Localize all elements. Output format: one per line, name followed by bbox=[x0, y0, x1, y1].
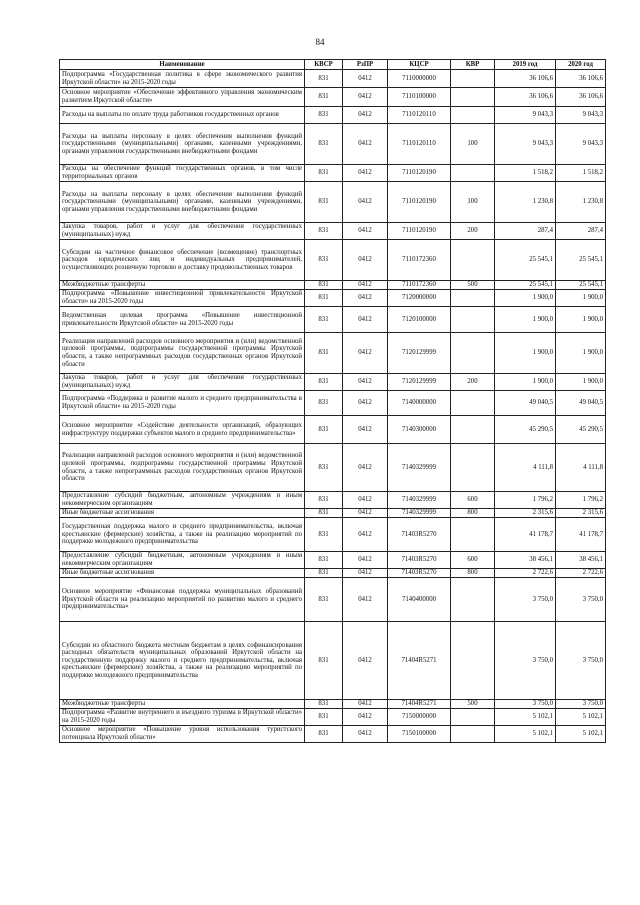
cell-rzpr: 0412 bbox=[343, 444, 388, 492]
cell-name: Ведомственная целевая программа «Повышение инвестиционной привлекательности Иркутской области» на 2015-2020 годы bbox=[60, 307, 305, 333]
table-header-row bbox=[60, 60, 606, 70]
cell-kvsr: 831 bbox=[305, 307, 343, 333]
cell-kvsr: 831 bbox=[305, 726, 343, 743]
table-row bbox=[60, 182, 606, 223]
cell-2020: 1 518,2 bbox=[556, 165, 606, 182]
table-row bbox=[60, 70, 606, 88]
cell-kvr bbox=[451, 518, 495, 552]
cell-rzpr: 0412 bbox=[343, 509, 388, 518]
cell-rzpr: 0412 bbox=[343, 578, 388, 622]
cell-rzpr: 0412 bbox=[343, 333, 388, 374]
cell-rzpr: 0412 bbox=[343, 518, 388, 552]
cell-2020: 38 456,1 bbox=[556, 552, 606, 569]
cell-name: Иные бюджетные ассигнования bbox=[60, 509, 305, 518]
cell-rzpr: 0412 bbox=[343, 374, 388, 391]
table-row bbox=[60, 124, 606, 165]
cell-rzpr: 0412 bbox=[343, 124, 388, 165]
cell-name: Закупка товаров, работ и услуг для обеспечения государственных (муниципальных) нужд bbox=[60, 374, 305, 391]
cell-2020: 3 750,0 bbox=[556, 578, 606, 622]
table-row bbox=[60, 88, 606, 107]
cell-kvsr: 831 bbox=[305, 240, 343, 281]
cell-2020: 1 900,0 bbox=[556, 374, 606, 391]
cell-kvr bbox=[451, 307, 495, 333]
cell-kvsr: 831 bbox=[305, 223, 343, 240]
cell-kvr bbox=[451, 391, 495, 416]
cell-2019: 38 456,1 bbox=[495, 552, 556, 569]
cell-2020: 1 230,8 bbox=[556, 182, 606, 223]
cell-2019: 1 796,2 bbox=[495, 492, 556, 509]
cell-kvr: 800 bbox=[451, 569, 495, 578]
cell-2019: 5 102,1 bbox=[495, 726, 556, 743]
cell-kcsr: 7110000000 bbox=[388, 70, 451, 88]
table-row bbox=[60, 578, 606, 622]
cell-kvr bbox=[451, 444, 495, 492]
table-row bbox=[60, 569, 606, 578]
cell-kcsr: 7120000000 bbox=[388, 290, 451, 307]
cell-name: Основное мероприятие «Финансовая поддержка муниципальных образований Иркутской области на реализацию мероприятий по развитию малого и среднего предпринимательства» bbox=[60, 578, 305, 622]
cell-2019: 1 900,0 bbox=[495, 290, 556, 307]
cell-rzpr: 0412 bbox=[343, 700, 388, 709]
cell-kvsr: 831 bbox=[305, 569, 343, 578]
cell-kcsr: 7140329999 bbox=[388, 492, 451, 509]
cell-2019: 1 900,0 bbox=[495, 374, 556, 391]
cell-kvsr: 831 bbox=[305, 333, 343, 374]
table-row bbox=[60, 622, 606, 700]
header-2020: 2020 год bbox=[556, 60, 606, 70]
cell-name: Расходы на обеспечение функций государственных органов, в том числе территориальных органов bbox=[60, 165, 305, 182]
header-rzpr: РзПР bbox=[343, 60, 388, 70]
table-row bbox=[60, 107, 606, 124]
cell-kvsr: 831 bbox=[305, 374, 343, 391]
cell-rzpr: 0412 bbox=[343, 281, 388, 290]
cell-kvsr: 831 bbox=[305, 509, 343, 518]
cell-2019: 4 111,8 bbox=[495, 444, 556, 492]
table-row bbox=[60, 509, 606, 518]
cell-kvsr: 831 bbox=[305, 444, 343, 492]
cell-kvr: 200 bbox=[451, 374, 495, 391]
table-row bbox=[60, 281, 606, 290]
cell-kcsr: 7120100000 bbox=[388, 307, 451, 333]
cell-2019: 9 043,3 bbox=[495, 124, 556, 165]
cell-kcsr: 7110120190 bbox=[388, 182, 451, 223]
cell-kvr bbox=[451, 622, 495, 700]
cell-kcsr: 71403R5270 bbox=[388, 569, 451, 578]
table-row bbox=[60, 416, 606, 444]
cell-2019: 1 518,2 bbox=[495, 165, 556, 182]
cell-kvsr: 831 bbox=[305, 709, 343, 726]
cell-kvsr: 831 bbox=[305, 622, 343, 700]
cell-name: Предоставление субсидий бюджетным, автономным учреждениям и иным некоммерческим организациям bbox=[60, 492, 305, 509]
cell-kvr bbox=[451, 240, 495, 281]
cell-2020: 1 900,0 bbox=[556, 333, 606, 374]
cell-kvr: 600 bbox=[451, 492, 495, 509]
cell-kcsr: 7140300000 bbox=[388, 416, 451, 444]
cell-2020: 36 106,6 bbox=[556, 88, 606, 107]
table-row bbox=[60, 307, 606, 333]
cell-rzpr: 0412 bbox=[343, 107, 388, 124]
cell-kvr bbox=[451, 88, 495, 107]
cell-kvsr: 831 bbox=[305, 281, 343, 290]
cell-rzpr: 0412 bbox=[343, 622, 388, 700]
cell-kcsr: 7140329999 bbox=[388, 444, 451, 492]
table-row bbox=[60, 709, 606, 726]
cell-kcsr: 7110100000 bbox=[388, 88, 451, 107]
cell-2019: 3 750,0 bbox=[495, 578, 556, 622]
cell-2020: 9 043,3 bbox=[556, 124, 606, 165]
cell-kcsr: 7110172360 bbox=[388, 281, 451, 290]
cell-2019: 1 230,8 bbox=[495, 182, 556, 223]
cell-2020: 9 043,3 bbox=[556, 107, 606, 124]
header-kvr: КВР bbox=[451, 60, 495, 70]
cell-2020: 1 796,2 bbox=[556, 492, 606, 509]
cell-kcsr: 7110120190 bbox=[388, 165, 451, 182]
cell-kvr bbox=[451, 165, 495, 182]
cell-rzpr: 0412 bbox=[343, 88, 388, 107]
cell-name: Реализация направлений расходов основного мероприятия и (или) ведомственной целевой программы, подпрограммы государственной программы Иркутской области, а также непрограммных расходов государственных органов Иркутской области bbox=[60, 333, 305, 374]
cell-2019: 9 043,3 bbox=[495, 107, 556, 124]
cell-kvsr: 831 bbox=[305, 88, 343, 107]
cell-2020: 2 722,6 bbox=[556, 569, 606, 578]
cell-name: Закупка товаров, работ и услуг для обеспечения государственных (муниципальных) нужд bbox=[60, 223, 305, 240]
header-kvsr: КВСР bbox=[305, 60, 343, 70]
cell-name: Подпрограмма «Государственная политика в сфере экономического развития Иркутской области» на 2015-2020 годы bbox=[60, 70, 305, 88]
cell-2019: 3 750,0 bbox=[495, 622, 556, 700]
cell-name: Иные бюджетные ассигнования bbox=[60, 569, 305, 578]
table-row bbox=[60, 333, 606, 374]
cell-kvsr: 831 bbox=[305, 578, 343, 622]
cell-kvr: 100 bbox=[451, 182, 495, 223]
cell-2019: 25 545,1 bbox=[495, 240, 556, 281]
cell-kcsr: 7110120110 bbox=[388, 107, 451, 124]
table-row bbox=[60, 391, 606, 416]
cell-kvsr: 831 bbox=[305, 107, 343, 124]
cell-2019: 25 545,1 bbox=[495, 281, 556, 290]
cell-kcsr: 7140329999 bbox=[388, 509, 451, 518]
cell-name: Субсидии из областного бюджета местным бюджетам в целях софинансирования расходных обязательств муниципальных образований Иркутской области на государственную поддержку малого и среднего предпринимательства, включая крестьянские (фермерские) хозяйства, а также на реализацию мероприятий по поддержке молодежного предпринимательства bbox=[60, 622, 305, 700]
table-body bbox=[60, 70, 606, 743]
cell-rzpr: 0412 bbox=[343, 223, 388, 240]
cell-2019: 49 040,5 bbox=[495, 391, 556, 416]
cell-kcsr: 7150100000 bbox=[388, 726, 451, 743]
cell-kvr bbox=[451, 726, 495, 743]
table-row bbox=[60, 552, 606, 569]
cell-kvr bbox=[451, 416, 495, 444]
cell-rzpr: 0412 bbox=[343, 240, 388, 281]
header-name: Наименование bbox=[60, 60, 305, 70]
cell-name: Подпрограмма «Повышение инвестиционной привлекательности Иркутской области» на 2015-2020 годы bbox=[60, 290, 305, 307]
header-2019: 2019 год bbox=[495, 60, 556, 70]
cell-name: Реализация направлений расходов основного мероприятия и (или) ведомственной целевой программы, подпрограммы государственной программы Иркутской области, а также непрограммных расходов государственных органов Иркутской области bbox=[60, 444, 305, 492]
cell-rzpr: 0412 bbox=[343, 492, 388, 509]
cell-rzpr: 0412 bbox=[343, 290, 388, 307]
cell-name: Основное мероприятие «Обеспечение эффективного управления экономическим развитием Иркутской области» bbox=[60, 88, 305, 107]
cell-kcsr: 71404R5271 bbox=[388, 622, 451, 700]
cell-name: Расходы на выплаты персоналу в целях обеспечения выполнения функций государственными (муниципальными) органами, казенными учреждениями, органами управления государственными внебюджетными фондами bbox=[60, 182, 305, 223]
cell-2019: 41 178,7 bbox=[495, 518, 556, 552]
cell-kvr bbox=[451, 290, 495, 307]
cell-2019: 45 290,5 bbox=[495, 416, 556, 444]
cell-rzpr: 0412 bbox=[343, 391, 388, 416]
cell-name: Межбюджетные трансферты bbox=[60, 700, 305, 709]
cell-2020: 287,4 bbox=[556, 223, 606, 240]
cell-kcsr: 7150000000 bbox=[388, 709, 451, 726]
table-row bbox=[60, 374, 606, 391]
cell-2019: 2 315,6 bbox=[495, 509, 556, 518]
cell-kcsr: 7120129999 bbox=[388, 374, 451, 391]
cell-name: Расходы на выплаты персоналу в целях обеспечения выполнения функций государственными (муниципальными) органами, казенными учреждениями, органами управления государственными внебюджетными фондами bbox=[60, 124, 305, 165]
cell-kcsr: 71403R5270 bbox=[388, 518, 451, 552]
cell-name: Основное мероприятие «Содействие деятельности организаций, образующих инфраструктуру поддержки субъектов малого и среднего предпринимательства» bbox=[60, 416, 305, 444]
cell-kvsr: 831 bbox=[305, 165, 343, 182]
cell-2020: 1 900,0 bbox=[556, 307, 606, 333]
cell-2020: 25 545,1 bbox=[556, 281, 606, 290]
cell-kvr: 500 bbox=[451, 700, 495, 709]
cell-kvsr: 831 bbox=[305, 70, 343, 88]
cell-name: Государственная поддержка малого и среднего предпринимательства, включая крестьянские (фермерские) хозяйства, а также на реализацию мероприятий по поддержке молодежного предпринимательства bbox=[60, 518, 305, 552]
cell-2020: 1 900,0 bbox=[556, 290, 606, 307]
header-kcsr: КЦСР bbox=[388, 60, 451, 70]
cell-2019: 1 900,0 bbox=[495, 333, 556, 374]
cell-kvr bbox=[451, 578, 495, 622]
table-row bbox=[60, 700, 606, 709]
cell-name: Предоставление субсидий бюджетным, автономным учреждениям и иным некоммерческим организациям bbox=[60, 552, 305, 569]
cell-2019: 36 106,6 bbox=[495, 70, 556, 88]
cell-kvsr: 831 bbox=[305, 124, 343, 165]
cell-2020: 3 750,0 bbox=[556, 700, 606, 709]
cell-kcsr: 7140400000 bbox=[388, 578, 451, 622]
cell-name: Подпрограмма «Развитие внутреннего и въездного туризма в Иркутской области» на 2015-2020 годы bbox=[60, 709, 305, 726]
cell-kcsr: 7110172360 bbox=[388, 240, 451, 281]
cell-kcsr: 7140000000 bbox=[388, 391, 451, 416]
cell-kvsr: 831 bbox=[305, 416, 343, 444]
page-number: 84 bbox=[315, 37, 325, 47]
cell-rzpr: 0412 bbox=[343, 307, 388, 333]
cell-kvr bbox=[451, 70, 495, 88]
cell-2019: 287,4 bbox=[495, 223, 556, 240]
cell-2020: 36 106,6 bbox=[556, 70, 606, 88]
cell-2020: 5 102,1 bbox=[556, 726, 606, 743]
cell-kvr: 200 bbox=[451, 223, 495, 240]
cell-rzpr: 0412 bbox=[343, 552, 388, 569]
cell-name: Основное мероприятие «Повышение уровня использования туристского потенциала Иркутской области» bbox=[60, 726, 305, 743]
table-row bbox=[60, 223, 606, 240]
cell-kvr bbox=[451, 107, 495, 124]
cell-kvsr: 831 bbox=[305, 182, 343, 223]
table-row bbox=[60, 726, 606, 743]
cell-rzpr: 0412 bbox=[343, 726, 388, 743]
cell-2020: 2 315,6 bbox=[556, 509, 606, 518]
table-row bbox=[60, 492, 606, 509]
table-row bbox=[60, 240, 606, 281]
cell-2019: 3 750,0 bbox=[495, 700, 556, 709]
cell-kvr bbox=[451, 333, 495, 374]
cell-2020: 3 750,0 bbox=[556, 622, 606, 700]
cell-2020: 41 178,7 bbox=[556, 518, 606, 552]
table-row bbox=[60, 165, 606, 182]
cell-2020: 4 111,8 bbox=[556, 444, 606, 492]
cell-rzpr: 0412 bbox=[343, 165, 388, 182]
cell-kvr: 500 bbox=[451, 281, 495, 290]
cell-kvsr: 831 bbox=[305, 290, 343, 307]
cell-kvr: 600 bbox=[451, 552, 495, 569]
cell-kcsr: 71403R5270 bbox=[388, 552, 451, 569]
cell-kvsr: 831 bbox=[305, 552, 343, 569]
cell-rzpr: 0412 bbox=[343, 569, 388, 578]
cell-kvr bbox=[451, 709, 495, 726]
cell-2019: 36 106,6 bbox=[495, 88, 556, 107]
cell-2020: 25 545,1 bbox=[556, 240, 606, 281]
cell-rzpr: 0412 bbox=[343, 709, 388, 726]
cell-2020: 5 102,1 bbox=[556, 709, 606, 726]
cell-name: Межбюджетные трансферты bbox=[60, 281, 305, 290]
cell-2019: 2 722,6 bbox=[495, 569, 556, 578]
table-row bbox=[60, 290, 606, 307]
cell-rzpr: 0412 bbox=[343, 416, 388, 444]
table-row bbox=[60, 518, 606, 552]
cell-name: Субсидии на частичное финансовое обеспечение (возмещение) транспортных расходов юридических лиц и индивидуальных предпринимателей, осуществляющих розничную торговлю и доставку продовольственных товаров bbox=[60, 240, 305, 281]
table-row bbox=[60, 444, 606, 492]
cell-rzpr: 0412 bbox=[343, 70, 388, 88]
cell-kcsr: 7120129999 bbox=[388, 333, 451, 374]
cell-name: Расходы на выплаты по оплате труда работников государственных органов bbox=[60, 107, 305, 124]
cell-2020: 49 040,5 bbox=[556, 391, 606, 416]
cell-2019: 5 102,1 bbox=[495, 709, 556, 726]
cell-kcsr: 71404R5271 bbox=[388, 700, 451, 709]
cell-kcsr: 7110120190 bbox=[388, 223, 451, 240]
cell-name: Подпрограмма «Поддержка и развитие малого и среднего предпринимательства в Иркутской области» на 2015-2020 годы bbox=[60, 391, 305, 416]
cell-kvsr: 831 bbox=[305, 700, 343, 709]
cell-kvsr: 831 bbox=[305, 391, 343, 416]
budget-table bbox=[59, 59, 606, 743]
cell-2019: 1 900,0 bbox=[495, 307, 556, 333]
cell-rzpr: 0412 bbox=[343, 182, 388, 223]
cell-2020: 45 290,5 bbox=[556, 416, 606, 444]
cell-kvr: 100 bbox=[451, 124, 495, 165]
cell-kvsr: 831 bbox=[305, 518, 343, 552]
cell-kvsr: 831 bbox=[305, 492, 343, 509]
cell-kvr: 800 bbox=[451, 509, 495, 518]
cell-kcsr: 7110120110 bbox=[388, 124, 451, 165]
